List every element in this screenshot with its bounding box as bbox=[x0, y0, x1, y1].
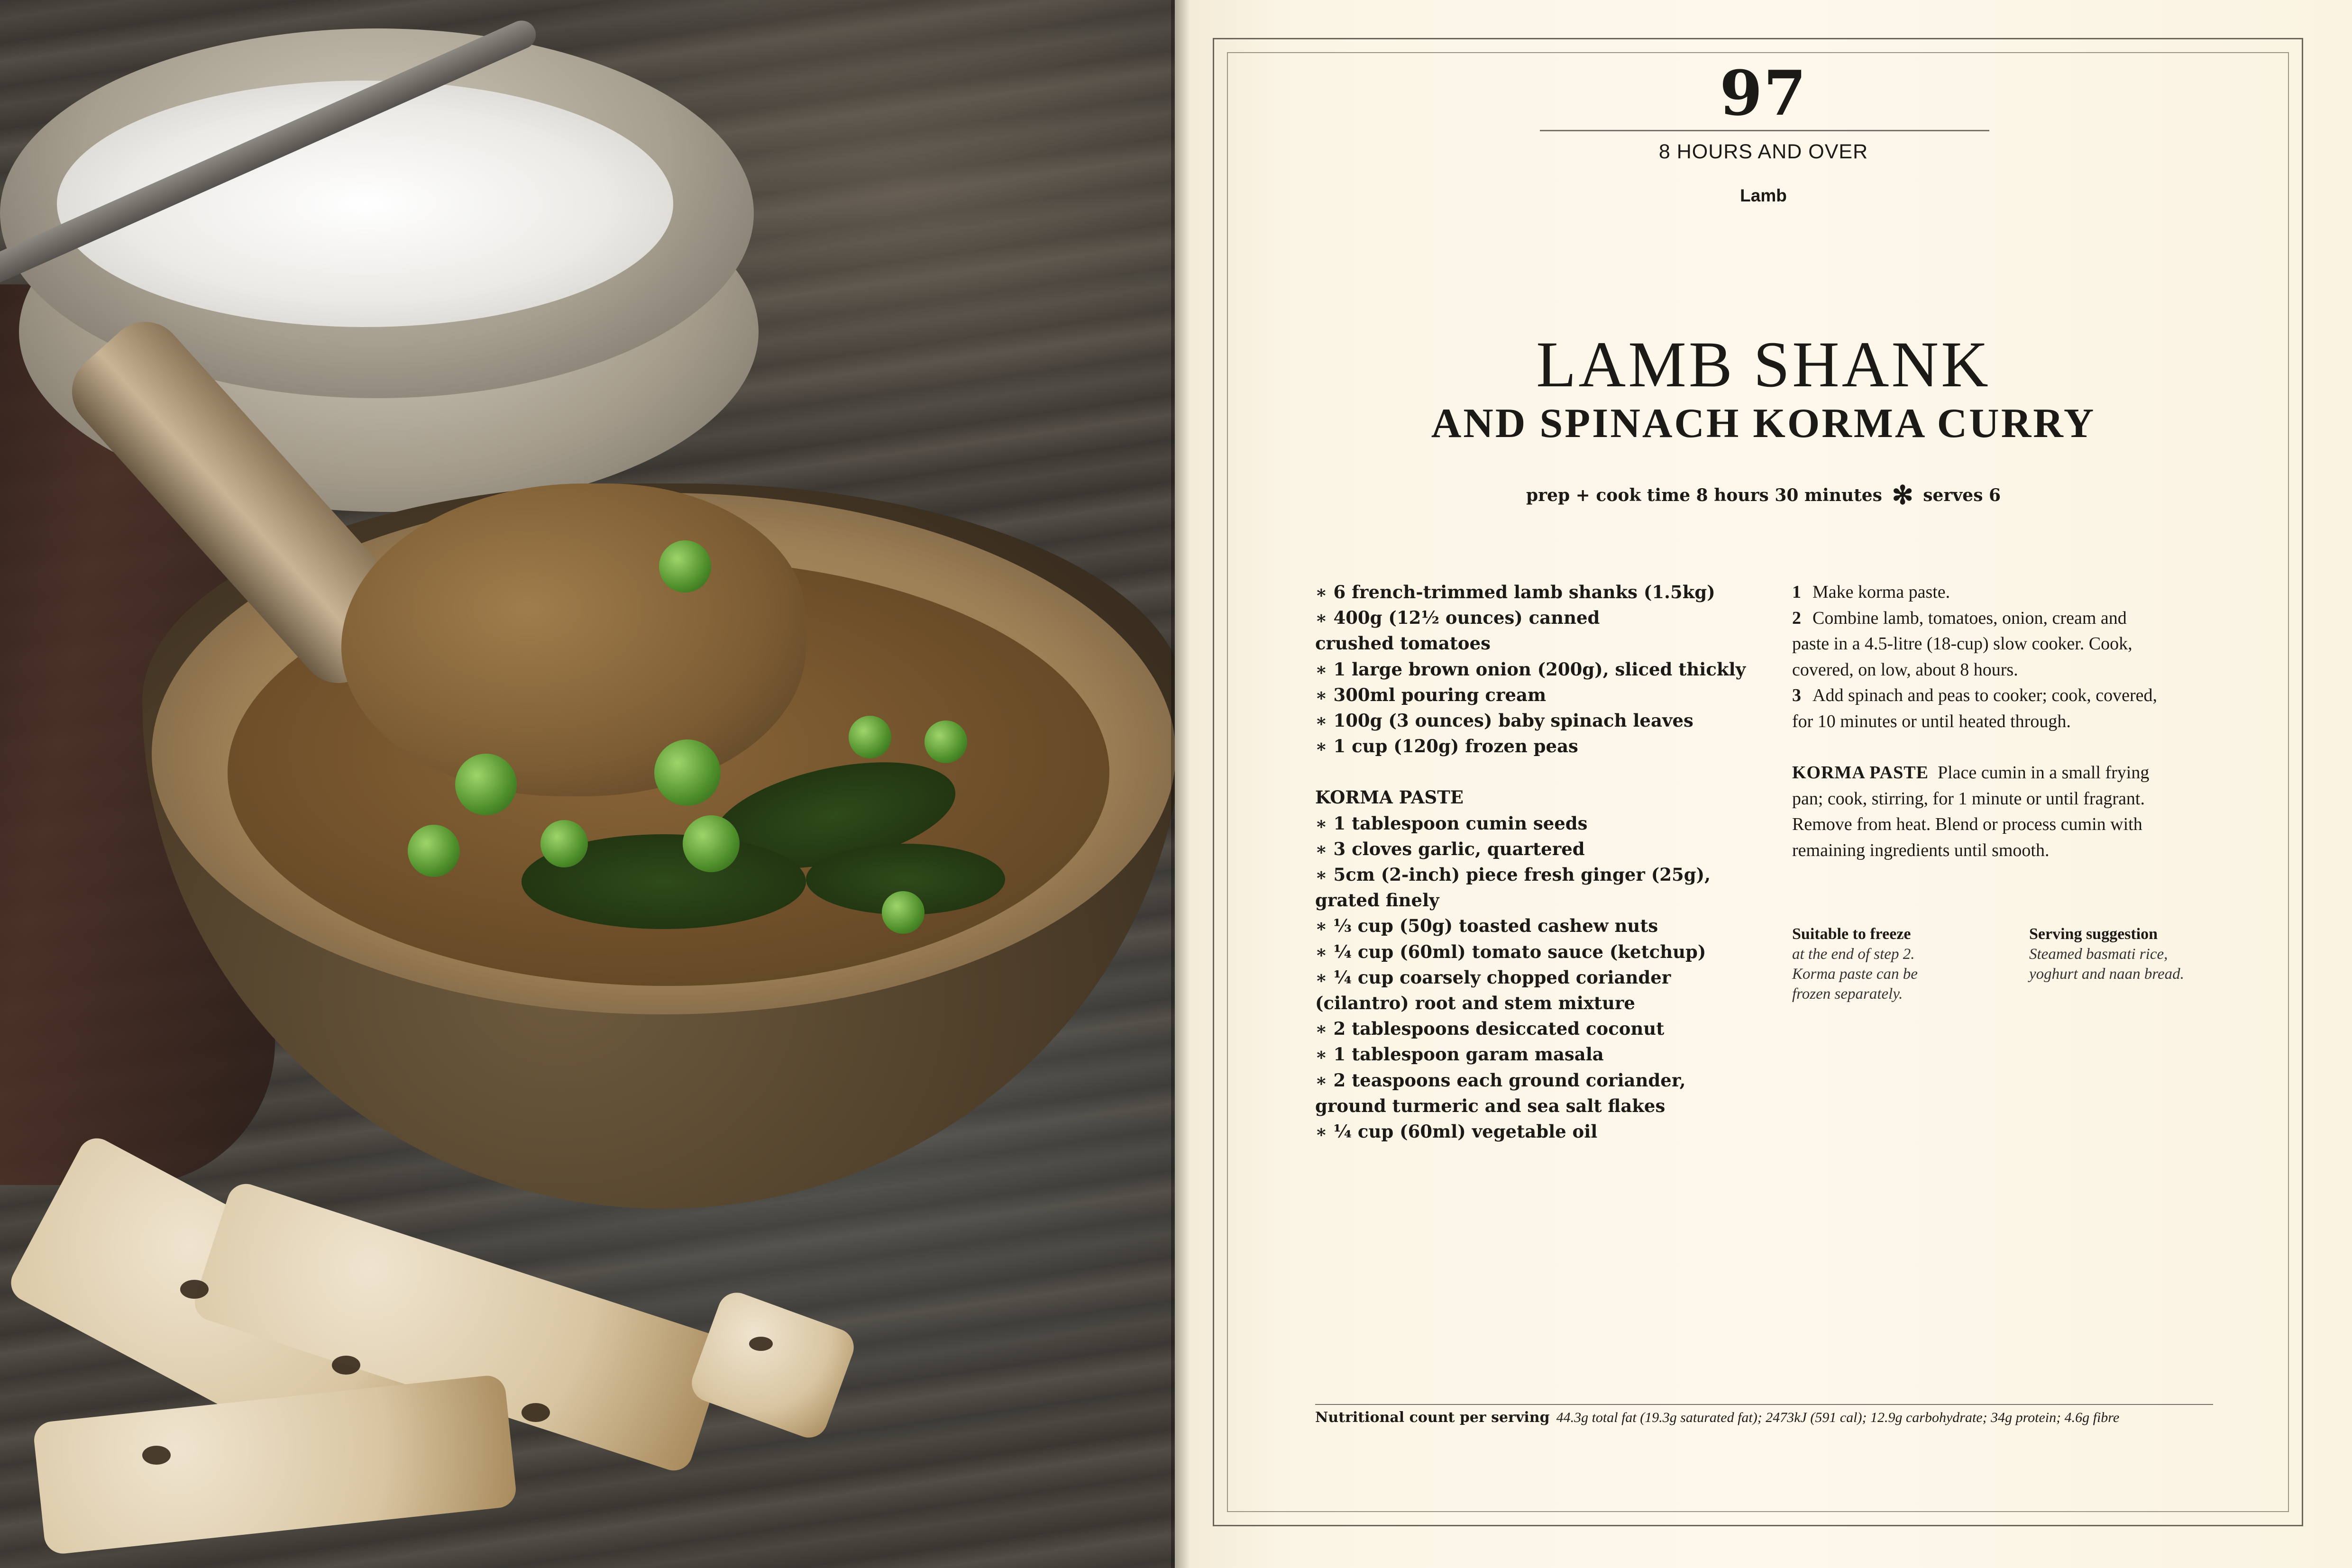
step-text: pan; cook, stirring, for 1 minute or until fragrant. bbox=[1792, 788, 2145, 809]
asterisk-icon: ✻ bbox=[1892, 480, 1913, 510]
ingredient-line: ground turmeric and sea salt flakes bbox=[1315, 1095, 1666, 1116]
category-label: Lamb bbox=[1740, 186, 1787, 205]
book-gutter-shadow bbox=[1171, 0, 1190, 1568]
ingredient-line: ∗ ¼ cup (60ml) vegetable oil bbox=[1315, 1121, 1598, 1142]
ingredient-line: ∗ 1 cup (120g) frozen peas bbox=[1315, 736, 1578, 757]
step-text: Add spinach and peas to cooker; cook, covered, bbox=[1812, 685, 2158, 705]
header-rule bbox=[1540, 130, 1989, 131]
ingredient-line: ∗ 1 large brown onion (200g), sliced thickly bbox=[1315, 658, 1746, 680]
nutrition-rule bbox=[1315, 1404, 2213, 1405]
recipe-meta bbox=[1175, 480, 2352, 510]
nutrition-info bbox=[1315, 1409, 2244, 1426]
korma-paste-method-heading: KORMA PASTE bbox=[1792, 763, 1929, 783]
ingredient-line: ∗ 400g (12½ ounces) canned bbox=[1315, 607, 1600, 629]
step-text: paste in a 4.5-litre (18-cup) slow cooker. Cook, bbox=[1792, 634, 2132, 654]
pea bbox=[882, 891, 924, 934]
nutrition-values: 44.3g total fat (19.3g saturated fat); 2473kJ (591 cal); 12.9g carbohydrate; 34g protein; 4.6g fibre bbox=[1556, 1410, 2120, 1425]
serving-note-line: Steamed basmati rice, bbox=[2029, 946, 2168, 963]
chapter-heading: 8 HOURS AND OVER bbox=[1658, 140, 1868, 163]
pea bbox=[654, 739, 721, 806]
step-text: covered, on low, about 8 hours. bbox=[1792, 659, 2018, 680]
ingredient-line: crushed tomatoes bbox=[1315, 633, 1491, 654]
korma-ingredients bbox=[1315, 811, 1751, 1145]
ingredient-line: ∗ 1 tablespoon garam masala bbox=[1315, 1044, 1604, 1065]
ingredient-line: (cilantro) root and stem mixture bbox=[1315, 993, 1635, 1014]
ingredient-line: ∗ 300ml pouring cream bbox=[1315, 684, 1547, 705]
charred-spot bbox=[522, 1403, 550, 1422]
ingredient-line: ∗ 2 tablespoons desiccated coconut bbox=[1315, 1018, 1665, 1039]
ingredients-list bbox=[1315, 579, 1751, 1144]
recipe-title-line1: LAMB SHANK bbox=[1536, 328, 1991, 401]
korma-paste-heading: KORMA PASTE bbox=[1315, 787, 1464, 808]
freeze-note-line: at the end of step 2. bbox=[1792, 946, 1915, 963]
step-number: 3 bbox=[1792, 685, 1801, 705]
step-text: for 10 minutes or until heated through. bbox=[1792, 711, 2071, 731]
ingredient-line: ∗ 6 french-trimmed lamb shanks (1.5kg) bbox=[1315, 582, 1715, 602]
charred-spot bbox=[749, 1337, 773, 1351]
step-number: 2 bbox=[1792, 608, 1801, 628]
freeze-note bbox=[1792, 924, 1991, 1004]
pea bbox=[455, 754, 517, 815]
serving-note bbox=[2029, 924, 2228, 984]
ingredient-line: ∗ 5cm (2-inch) piece fresh ginger (25g), bbox=[1315, 864, 1711, 885]
korma-paste-method bbox=[1792, 760, 2219, 863]
step-text: Remove from heat. Blend or process cumin with bbox=[1792, 814, 2142, 834]
charred-spot bbox=[142, 1446, 171, 1465]
freeze-note-heading: Suitable to freeze bbox=[1792, 925, 1911, 943]
pea bbox=[540, 820, 588, 867]
freeze-note-line: Korma paste can be bbox=[1792, 966, 1918, 983]
pea bbox=[924, 720, 967, 763]
method-step bbox=[1792, 579, 2219, 605]
ingredient-line: ∗ ¼ cup coarsely chopped coriander bbox=[1315, 966, 1671, 988]
step-text: remaining ingredients until smooth. bbox=[1792, 840, 2050, 860]
page-number: 97 bbox=[1720, 57, 1807, 129]
ingredient-line: ∗ 2 teaspoons each ground coriander, bbox=[1315, 1069, 1686, 1091]
naan-bread bbox=[686, 1287, 859, 1443]
serving-note-line: yoghurt and naan bread. bbox=[2029, 966, 2184, 983]
main-ingredients bbox=[1315, 579, 1751, 759]
method-step bbox=[1792, 683, 2219, 734]
charred-spot bbox=[180, 1280, 209, 1299]
ingredient-line: ∗ 3 cloves garlic, quartered bbox=[1315, 838, 1585, 859]
nutrition-label: Nutritional count per serving bbox=[1315, 1409, 1550, 1426]
ingredient-line: ∗ ¼ cup (60ml) tomato sauce (ketchup) bbox=[1315, 941, 1706, 962]
serving-note-heading: Serving suggestion bbox=[2029, 925, 2158, 943]
charred-spot bbox=[332, 1356, 360, 1375]
step-text: Combine lamb, tomatoes, onion, cream and bbox=[1812, 608, 2127, 628]
ingredient-line: ∗ 1 tablespoon cumin seeds bbox=[1315, 812, 1588, 834]
step-number: 1 bbox=[1792, 582, 1801, 602]
recipe-page bbox=[1175, 0, 2352, 1568]
naan-bread bbox=[32, 1374, 518, 1556]
method-step bbox=[1792, 605, 2219, 683]
recipe-title-line2: AND SPINACH KORMA CURRY bbox=[1431, 401, 2096, 447]
step-text: Make korma paste. bbox=[1812, 582, 1950, 602]
serves-count: serves 6 bbox=[1923, 485, 2001, 505]
method-steps bbox=[1792, 579, 2219, 863]
ingredient-line: ∗ 100g (3 ounces) baby spinach leaves bbox=[1315, 710, 1693, 731]
pea bbox=[683, 815, 740, 872]
pea bbox=[849, 716, 891, 758]
pea bbox=[408, 825, 460, 877]
prep-cook-time: prep + cook time 8 hours 30 minutes bbox=[1526, 485, 1882, 505]
step-text: Place cumin in a small frying bbox=[1937, 763, 2150, 783]
ingredient-line: grated finely bbox=[1315, 890, 1439, 911]
freeze-note-line: frozen separately. bbox=[1792, 985, 1903, 1003]
recipe-photo bbox=[0, 0, 1175, 1568]
pea bbox=[659, 540, 711, 593]
ingredient-line: ∗ ⅓ cup (50g) toasted cashew nuts bbox=[1315, 915, 1658, 937]
